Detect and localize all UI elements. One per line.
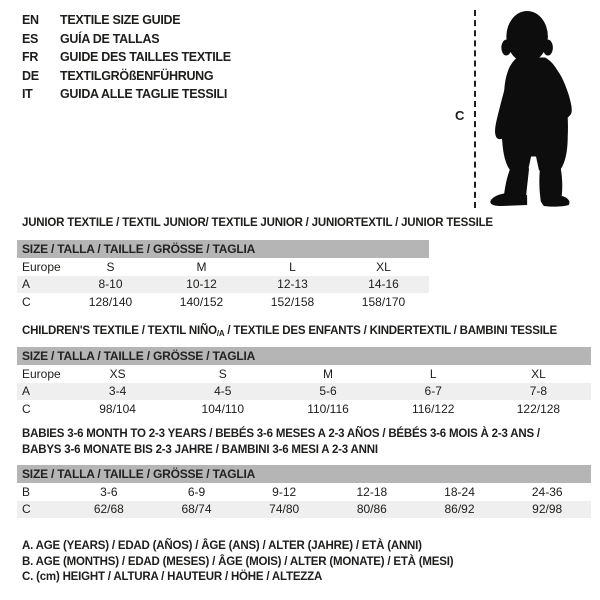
age-cell: 7-8 bbox=[529, 384, 548, 399]
language-guide bbox=[22, 11, 231, 104]
language-label: GUÍA DE TALLAS bbox=[60, 31, 160, 46]
row-label: C bbox=[22, 294, 31, 309]
table-row bbox=[17, 383, 591, 401]
junior-size-table bbox=[17, 240, 429, 311]
junior-table-title: JUNIOR TEXTILE / TEXTIL JUNIOR/ TEXTILE JUNIOR / JUNIORTEXTIL / JUNIOR TESSILE bbox=[22, 217, 493, 229]
language-code: EN bbox=[22, 13, 39, 28]
language-code: ES bbox=[22, 31, 39, 46]
language-row-de bbox=[22, 67, 231, 86]
table-row bbox=[17, 276, 429, 294]
height-cell: 92/98 bbox=[532, 502, 563, 517]
row-label: A bbox=[22, 277, 31, 292]
language-code: FR bbox=[22, 50, 39, 65]
age-cell: 12-18 bbox=[356, 484, 388, 499]
language-label: TEXTILE SIZE GUIDE bbox=[60, 13, 181, 28]
footnote-age-months: B. AGE (MONTHS) / EDAD (MESES) / ÂGE (MOIS) / ALTER (MONATE) / ETÀ (MESI) bbox=[22, 555, 454, 568]
height-cell: 116/122 bbox=[411, 401, 455, 416]
age-cell: 24-36 bbox=[531, 484, 563, 499]
language-row-en bbox=[22, 11, 231, 30]
table-row bbox=[17, 483, 591, 501]
table-row bbox=[17, 365, 591, 383]
age-cell: 6-7 bbox=[424, 384, 442, 399]
height-cell: 74/80 bbox=[269, 502, 300, 517]
age-cell: 9-12 bbox=[272, 484, 297, 499]
height-cell: 152/158 bbox=[270, 294, 315, 309]
table-row bbox=[17, 501, 591, 519]
age-cell: 5-6 bbox=[319, 384, 337, 399]
row-label: A bbox=[22, 384, 31, 399]
footnote-age-years: A. AGE (YEARS) / EDAD (AÑOS) / ÂGE (ANS) / ALTER (JAHRE) / ETÀ (ANNI) bbox=[22, 540, 422, 552]
height-cell: 98/104 bbox=[99, 401, 136, 416]
age-cell: 3-4 bbox=[108, 384, 127, 399]
language-code: IT bbox=[22, 87, 33, 102]
table-row bbox=[17, 293, 429, 311]
language-label: TEXTILGRÖßENFÜHRUNG bbox=[60, 68, 214, 83]
age-cell: 10-12 bbox=[186, 277, 217, 292]
height-cell: 122/128 bbox=[516, 401, 561, 416]
footnotes bbox=[22, 539, 453, 586]
size-header-bar: SIZE / TALLA / TAILLE / GRÖSSE / TAGLIA bbox=[17, 465, 591, 483]
height-cell: 86/92 bbox=[444, 502, 475, 517]
age-cell: 6-9 bbox=[187, 484, 206, 499]
children-title-pre: CHILDREN'S TEXTILE / TEXTIL NIÑO bbox=[22, 325, 217, 337]
size-cell: XS bbox=[109, 366, 126, 381]
size-header-bar: SIZE / TALLA / TAILLE / GRÖSSE / TAGLIA bbox=[17, 240, 429, 258]
size-cell: XL bbox=[531, 366, 546, 381]
children-title-sub: /A bbox=[216, 329, 225, 338]
age-cell: 8-10 bbox=[98, 277, 123, 292]
size-cell: M bbox=[196, 259, 207, 274]
height-cell: 62/68 bbox=[93, 502, 124, 517]
size-cell: L bbox=[429, 366, 437, 381]
table-row bbox=[17, 258, 429, 276]
height-cell: 110/116 bbox=[307, 401, 349, 416]
row-label: C bbox=[22, 401, 31, 416]
row-label: C bbox=[22, 502, 31, 517]
toddler-silhouette-image bbox=[483, 6, 595, 208]
age-cell: 18-24 bbox=[444, 484, 475, 499]
language-row-es bbox=[22, 30, 231, 49]
size-header-bar: SIZE / TALLA / TAILLE / GRÖSSE / TAGLIA bbox=[17, 347, 591, 365]
row-label: Europe bbox=[22, 259, 61, 274]
children-title-post: / TEXTILE DES ENFANTS / KINDERTEXTIL / BAMBINI TESSILE bbox=[224, 325, 557, 337]
height-cell: 80/86 bbox=[356, 502, 387, 517]
babies-title-line2: BABYS 3-6 MONATE BIS 2-3 JAHRE / BAMBINI 3-6 MESI A 2-3 ANNI bbox=[22, 444, 378, 456]
height-cell: 158/170 bbox=[361, 294, 406, 309]
language-code: DE bbox=[22, 68, 39, 83]
height-cell: 128/140 bbox=[88, 294, 133, 309]
height-measure-label: C bbox=[455, 108, 465, 123]
babies-table-title bbox=[22, 426, 540, 458]
age-cell: 4-5 bbox=[214, 384, 232, 399]
height-cell: 68/74 bbox=[181, 502, 212, 517]
row-label: B bbox=[22, 484, 31, 499]
size-cell: L bbox=[289, 259, 296, 274]
size-cell: S bbox=[218, 366, 227, 381]
language-label: GUIDE DES TAILLES TEXTILE bbox=[60, 50, 231, 65]
language-row-it bbox=[22, 85, 231, 104]
language-label: GUIDA ALLE TAGLIE TESSILI bbox=[60, 87, 228, 102]
children-size-table bbox=[17, 347, 591, 418]
age-cell: 14-16 bbox=[368, 277, 399, 292]
row-label: Europe bbox=[22, 366, 61, 381]
height-cell: 140/152 bbox=[179, 294, 224, 309]
size-cell: XL bbox=[376, 259, 391, 274]
size-cell: S bbox=[106, 259, 115, 274]
size-cell: M bbox=[323, 366, 333, 381]
footnote-height-cm: C. (cm) HEIGHT / ALTURA / HAUTEUR / HÖHE / ALTEZZA bbox=[22, 571, 323, 584]
age-cell: 3-6 bbox=[100, 484, 118, 499]
table-row bbox=[17, 400, 591, 418]
babies-title-line1: BABIES 3-6 MONTH TO 2-3 YEARS / BEBÉS 3-6 MESES A 2-3 AÑOS / BÉBÉS 3-6 MOIS À 2-3 ANS / bbox=[22, 428, 540, 440]
height-dashed-line bbox=[474, 10, 476, 208]
height-cell: 104/110 bbox=[201, 401, 245, 416]
age-cell: 12-13 bbox=[277, 277, 308, 292]
babies-size-table bbox=[17, 465, 591, 518]
language-row-fr bbox=[22, 48, 231, 67]
children-table-title bbox=[22, 323, 557, 342]
